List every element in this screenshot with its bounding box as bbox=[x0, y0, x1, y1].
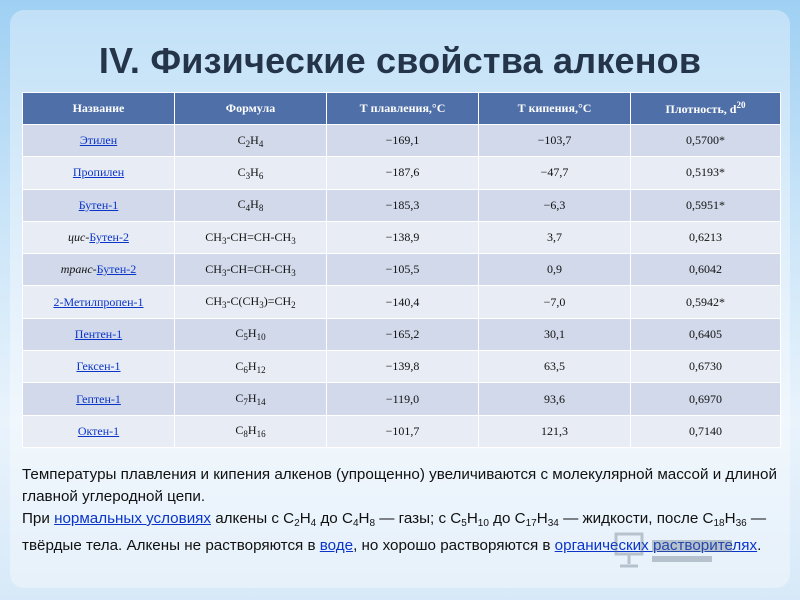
formula-subscript: 3 bbox=[291, 235, 296, 246]
formula-subscript: 8 bbox=[258, 203, 264, 214]
cell-formula bbox=[175, 157, 327, 189]
formula-subscript: 16 bbox=[256, 429, 266, 440]
table-body bbox=[23, 125, 781, 448]
cell-boiling-point: −6,3 bbox=[479, 189, 631, 221]
cell-boiling-point: −47,7 bbox=[479, 157, 631, 189]
table-row bbox=[23, 254, 781, 286]
cell-density: 0,7140 bbox=[631, 415, 781, 447]
formula-part: C bbox=[235, 358, 244, 373]
cell-density: 0,5193* bbox=[631, 157, 781, 189]
compound-link[interactable]: Пропилен bbox=[72, 165, 125, 180]
cell-melting-point: −169,1 bbox=[327, 125, 479, 157]
cell-boiling-point: −103,7 bbox=[479, 125, 631, 157]
cell-boiling-point: 3,7 bbox=[479, 221, 631, 253]
table-row bbox=[23, 383, 781, 415]
table-row bbox=[23, 125, 781, 157]
compound-link[interactable]: Гептен-1 bbox=[76, 391, 121, 406]
compound-link[interactable]: Гексен-1 bbox=[76, 359, 121, 374]
formula-subscript: 3 bbox=[245, 170, 251, 181]
compound-link[interactable]: Этилен bbox=[79, 133, 118, 148]
formula-subscript: 4 bbox=[258, 138, 264, 149]
cell-formula bbox=[175, 189, 327, 221]
formula-part: H bbox=[247, 423, 257, 438]
formula-part: -CH=CH-CH bbox=[226, 229, 292, 244]
caption-subscript: 8 bbox=[369, 518, 376, 529]
alkenes-properties-table bbox=[22, 92, 781, 448]
cell-formula bbox=[175, 286, 327, 318]
caption-text-segment: H bbox=[536, 510, 548, 527]
formula-part: H bbox=[247, 358, 257, 373]
formula-part: H bbox=[247, 391, 257, 406]
caption-text-segment: H bbox=[724, 510, 736, 527]
caption-text-segment: — газы; с C bbox=[375, 510, 462, 527]
caption-subscript: 2 bbox=[294, 518, 300, 529]
table-row bbox=[23, 318, 781, 350]
formula-subscript: 5 bbox=[243, 332, 248, 343]
cell-name bbox=[23, 318, 175, 350]
caption-subscript: 4 bbox=[310, 518, 317, 529]
formula-part: C bbox=[237, 164, 246, 179]
caption-text-segment: — твёрдые тела. Алкены не растворяются в bbox=[22, 510, 767, 554]
formula-part: H bbox=[247, 326, 257, 341]
cell-boiling-point: 63,5 bbox=[479, 351, 631, 383]
cell-boiling-point: 30,1 bbox=[479, 318, 631, 350]
formula-subscript: 3 bbox=[291, 267, 296, 278]
cell-melting-point: −119,0 bbox=[327, 383, 479, 415]
caption-text-segment: до C bbox=[488, 510, 526, 527]
formula-part: CH bbox=[205, 294, 223, 309]
cell-density: 0,5700* bbox=[631, 125, 781, 157]
formula-part: CH bbox=[205, 229, 222, 244]
cell-name bbox=[23, 383, 175, 415]
compound-link[interactable]: Пентен-1 bbox=[74, 326, 123, 341]
cell-formula bbox=[175, 254, 327, 286]
formula-part: C bbox=[235, 423, 244, 438]
cell-melting-point: −140,4 bbox=[327, 286, 479, 318]
caption-link[interactable]: органических растворителях bbox=[554, 537, 758, 554]
cell-melting-point: −138,9 bbox=[327, 221, 479, 253]
formula-part: -C(CH bbox=[226, 294, 260, 309]
cell-formula bbox=[175, 125, 327, 157]
caption-subscript: 4 bbox=[352, 518, 359, 529]
cell-formula bbox=[175, 318, 327, 350]
cell-name bbox=[23, 189, 175, 221]
formula-subscript: 3 bbox=[222, 300, 227, 311]
cell-name bbox=[23, 286, 175, 318]
formula-part: C bbox=[237, 197, 246, 212]
cell-melting-point: −185,3 bbox=[327, 189, 479, 221]
caption-text-segment: H bbox=[358, 510, 370, 527]
cell-name bbox=[23, 415, 175, 447]
cell-melting-point: −105,5 bbox=[327, 254, 479, 286]
isomer-prefix: транс- bbox=[60, 262, 97, 277]
caption-text-segment: H bbox=[299, 510, 311, 527]
caption-paragraph-1: Температуры плавления и кипения алкенов (упрощенно) увеличиваются с молекулярной массой и длиной главной углеродной цепи. bbox=[22, 466, 777, 505]
formula-part: C bbox=[237, 132, 246, 147]
cell-name bbox=[23, 157, 175, 189]
formula-subscript: 3 bbox=[259, 300, 264, 311]
formula-part: H bbox=[250, 197, 259, 212]
cell-formula bbox=[175, 221, 327, 253]
caption-text-segment: алкены с C bbox=[211, 510, 295, 527]
compound-link[interactable]: Бутен-1 bbox=[78, 197, 119, 212]
caption-subscript: 36 bbox=[735, 518, 747, 529]
header-density-superscript: 20 bbox=[736, 100, 746, 110]
cell-name bbox=[23, 221, 175, 253]
cell-density: 0,6213 bbox=[631, 221, 781, 253]
formula-part: )=CH bbox=[263, 294, 292, 309]
formula-subscript: 4 bbox=[245, 203, 251, 214]
caption-text-segment: . bbox=[757, 537, 762, 554]
cell-melting-point: −187,6 bbox=[327, 157, 479, 189]
formula-subscript: 2 bbox=[291, 300, 296, 311]
header-name: Название bbox=[23, 93, 175, 125]
cell-density: 0,6042 bbox=[631, 254, 781, 286]
formula-part: -CH=CH-CH bbox=[226, 261, 292, 276]
cell-density: 0,6730 bbox=[631, 351, 781, 383]
compound-link[interactable]: Октен-1 bbox=[77, 423, 120, 438]
caption-link[interactable]: воде bbox=[319, 537, 354, 554]
cell-density: 0,5951* bbox=[631, 189, 781, 221]
caption-text-segment: , но хорошо растворяются в bbox=[353, 537, 555, 554]
caption-subscript: 5 bbox=[461, 518, 467, 529]
header-melting: Т плавления,°С bbox=[327, 93, 479, 125]
formula-subscript: 6 bbox=[243, 364, 248, 375]
table-row bbox=[23, 351, 781, 383]
table-row bbox=[23, 286, 781, 318]
formula-subscript: 2 bbox=[245, 138, 251, 149]
compound-link[interactable]: Бутен-2 bbox=[89, 230, 129, 245]
formula-subscript: 3 bbox=[221, 235, 227, 246]
table-row bbox=[23, 415, 781, 447]
table-row bbox=[23, 221, 781, 253]
formula-subscript: 6 bbox=[258, 170, 264, 181]
cell-density: 0,6405 bbox=[631, 318, 781, 350]
cell-boiling-point: 121,3 bbox=[479, 415, 631, 447]
formula-part: C bbox=[235, 326, 244, 341]
caption-text bbox=[22, 464, 780, 557]
cell-boiling-point: −7,0 bbox=[479, 286, 631, 318]
caption-text-segment: — жидкости, после C bbox=[558, 510, 714, 527]
cell-density: 0,6970 bbox=[631, 383, 781, 415]
slide-title: IV. Физические свойства алкенов bbox=[98, 40, 702, 81]
cell-boiling-point: 93,6 bbox=[479, 383, 631, 415]
caption-subscript: 18 bbox=[713, 518, 725, 529]
cell-formula bbox=[175, 351, 327, 383]
formula-subscript: 14 bbox=[256, 397, 266, 408]
compound-link[interactable]: 2-Метилпропен-1 bbox=[53, 294, 144, 309]
caption-subscript: 10 bbox=[477, 518, 489, 529]
cell-boiling-point: 0,9 bbox=[479, 254, 631, 286]
caption-subscript: 17 bbox=[525, 518, 537, 529]
formula-part: CH bbox=[205, 261, 222, 276]
cell-melting-point: −165,2 bbox=[327, 318, 479, 350]
formula-part: H bbox=[250, 164, 259, 179]
caption-paragraph-2 bbox=[22, 508, 780, 557]
caption-subscript: 34 bbox=[547, 518, 559, 529]
cell-density: 0,5942* bbox=[631, 286, 781, 318]
formula-part: H bbox=[250, 132, 259, 147]
header-density bbox=[631, 93, 781, 125]
header-density-label: Плотность, d bbox=[665, 102, 737, 116]
cell-melting-point: −139,8 bbox=[327, 351, 479, 383]
compound-link[interactable]: Бутен-2 bbox=[96, 262, 137, 277]
table-header-row bbox=[23, 93, 781, 125]
cell-name bbox=[23, 125, 175, 157]
table-row bbox=[23, 157, 781, 189]
formula-subscript: 12 bbox=[256, 364, 266, 375]
table-row bbox=[23, 189, 781, 221]
formula-part: C bbox=[235, 391, 244, 406]
caption-text-segment: до C bbox=[316, 510, 353, 527]
header-boiling: Т кипения,°С bbox=[479, 93, 631, 125]
cell-formula bbox=[175, 383, 327, 415]
formula-subscript: 7 bbox=[243, 397, 248, 408]
formula-subscript: 8 bbox=[243, 429, 248, 440]
cell-name bbox=[23, 351, 175, 383]
caption-text-segment: При bbox=[22, 510, 55, 527]
cell-formula bbox=[175, 415, 327, 447]
caption-link[interactable]: нормальных условиях bbox=[54, 510, 212, 527]
formula-subscript: 10 bbox=[256, 332, 266, 343]
isomer-prefix: цис- bbox=[68, 230, 90, 245]
cell-melting-point: −101,7 bbox=[327, 415, 479, 447]
formula-subscript: 3 bbox=[221, 267, 227, 278]
caption-text-segment: H bbox=[466, 510, 478, 527]
header-formula: Формула bbox=[175, 93, 327, 125]
cell-name bbox=[23, 254, 175, 286]
